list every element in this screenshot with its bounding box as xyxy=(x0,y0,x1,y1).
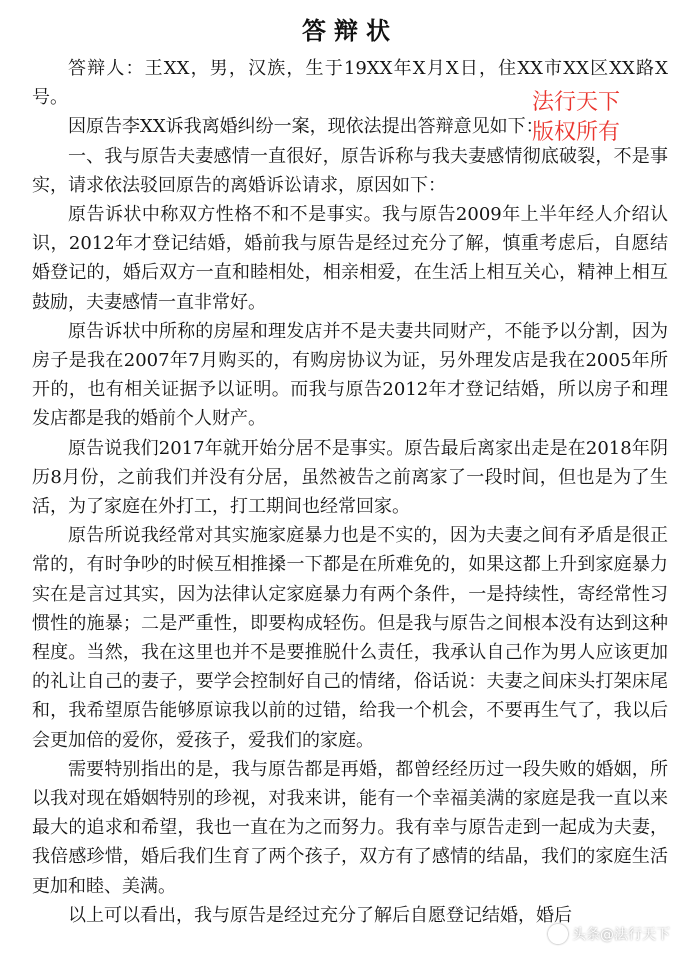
watermark-line-1: 法行天下 xyxy=(532,90,621,115)
paragraph-domestic-violence: 原告所说我经常对其实施家庭暴力也是不实的，因为夫妻之间有矛盾是很正常的，有时争吵的时候互相推搡一下都是在所难免的，如果这都上升到家庭暴力实在是言过其实，因为法律认定家庭暴力有两个条件，一是持续性，寄经常性习惯性的施暴；二是严重性，即要构成轻伤。但是我与原告之间根本没有达到这种程度。当然，我在这里也并不是要推脱什么责任，我承认自己作为男人应该更加的礼让自己的妻子，要学会控制好自己的情绪，俗话说：夫妻之间床头打架床尾和，我希望原告能够原谅我以前的过错，给我一个机会，不要再生气了，我以后会更加倍的爱你，爱孩子，爱我们的家庭。 xyxy=(32,525,668,751)
document-title: 答辩状 xyxy=(302,16,398,45)
source-watermark xyxy=(548,919,670,949)
paragraph-property: 原告诉状中所称的房屋和理发店并不是夫妻共同财产，不能予以分割，因为房子是我在2007年7月购买的，有购房协议为证，另外理发店是我在2005年所开的，也有相关证据予以证明。而我与原告2012年才登记结婚，所以房子和理发店都是我的婚前个人财产。 xyxy=(32,320,668,430)
toutiao-logo-icon xyxy=(548,924,568,944)
paragraph-conclusion: 以上可以看出，我与原告是经过充分了解后自愿登记结婚，婚后 xyxy=(68,904,572,926)
source-watermark-text: 头条@法行天下 xyxy=(572,927,670,943)
paragraph-personality: 原告诉状中称双方性格不和不是事实。我与原告2009年上半年经人介绍认识，2012年才登记结婚，婚前我与原告是经过充分了解，慎重考虑后，自愿结婚登记的，婚后双方一直和睦相处，相亲相爱，在生活上相互关心，精神上相互鼓励，夫妻感情一直非常好。 xyxy=(32,204,668,313)
watermark-line-2: 版权所有 xyxy=(532,120,621,145)
paragraph-intro: 因原告李XX诉我离婚纠纷一案，现依法提出答辩意见如下： xyxy=(68,116,544,138)
document-body xyxy=(32,54,668,930)
paragraph-separation: 原告说我们2017年就开始分居不是事实。原告最后离家出走是在2018年阴历8月份，之前我们并没有分居，虽然被告之前离家了一段时间，但也是为了生活，为了家庭在外打工，打工期间也经常回家。 xyxy=(32,437,668,518)
paragraph-respondent-info: 答辩人：王XX，男，汉族，生于19XX年X月X日，住XX市XX区XX路X号。 xyxy=(32,58,668,109)
paragraph-point-one: 一、我与原告夫妻感情一直很好，原告诉称与我夫妻感情彻底破裂，不是事实，请求依法驳回原告的离婚诉讼请求，原因如下： xyxy=(32,145,668,196)
paragraph-remarriage: 需要特别指出的是，我与原告都是再婚，都曾经经历过一段失败的婚姻，所以我对现在婚姻特别的珍视，对我来讲，能有一个幸福美满的家庭是我一直以来最大的追求和希望，我也一直在为之而努力。我有幸与原告走到一起成为夫妻，我倍感珍惜，婚后我们生育了两个孩子，双方有了感情的结晶，我们的家庭生活更加和睦、美满。 xyxy=(32,758,668,897)
copyright-watermark xyxy=(532,88,672,148)
